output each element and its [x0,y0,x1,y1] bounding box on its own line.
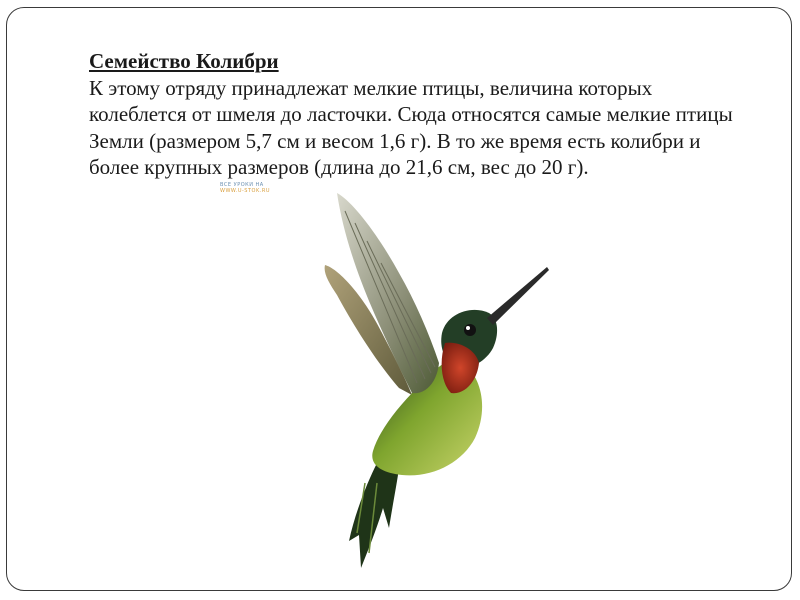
slide-title: Семейство Колибри [89,49,279,73]
slide-text-block [89,48,749,181]
slide-frame [6,7,792,591]
image-watermark [220,182,270,194]
watermark-line-2: WWW.U-STOK.RU [220,188,270,194]
bird-beak [487,267,549,325]
watermark-line-1: ВСЕ УРОКИ НА [220,182,264,188]
slide-body-text: К этому отряду принадлежат мелкие птицы, величина которых колеблется от шмеля до ласточки. Сюда относятся самые мелкие птицы Земли (размером 5,7 см и весом 1,6 г). В то же время есть колибри и более крупных размеров (длина до 21,6 см, вес до 20 г). [89,75,733,179]
hummingbird-icon [307,183,567,578]
bird-eye [464,324,476,336]
